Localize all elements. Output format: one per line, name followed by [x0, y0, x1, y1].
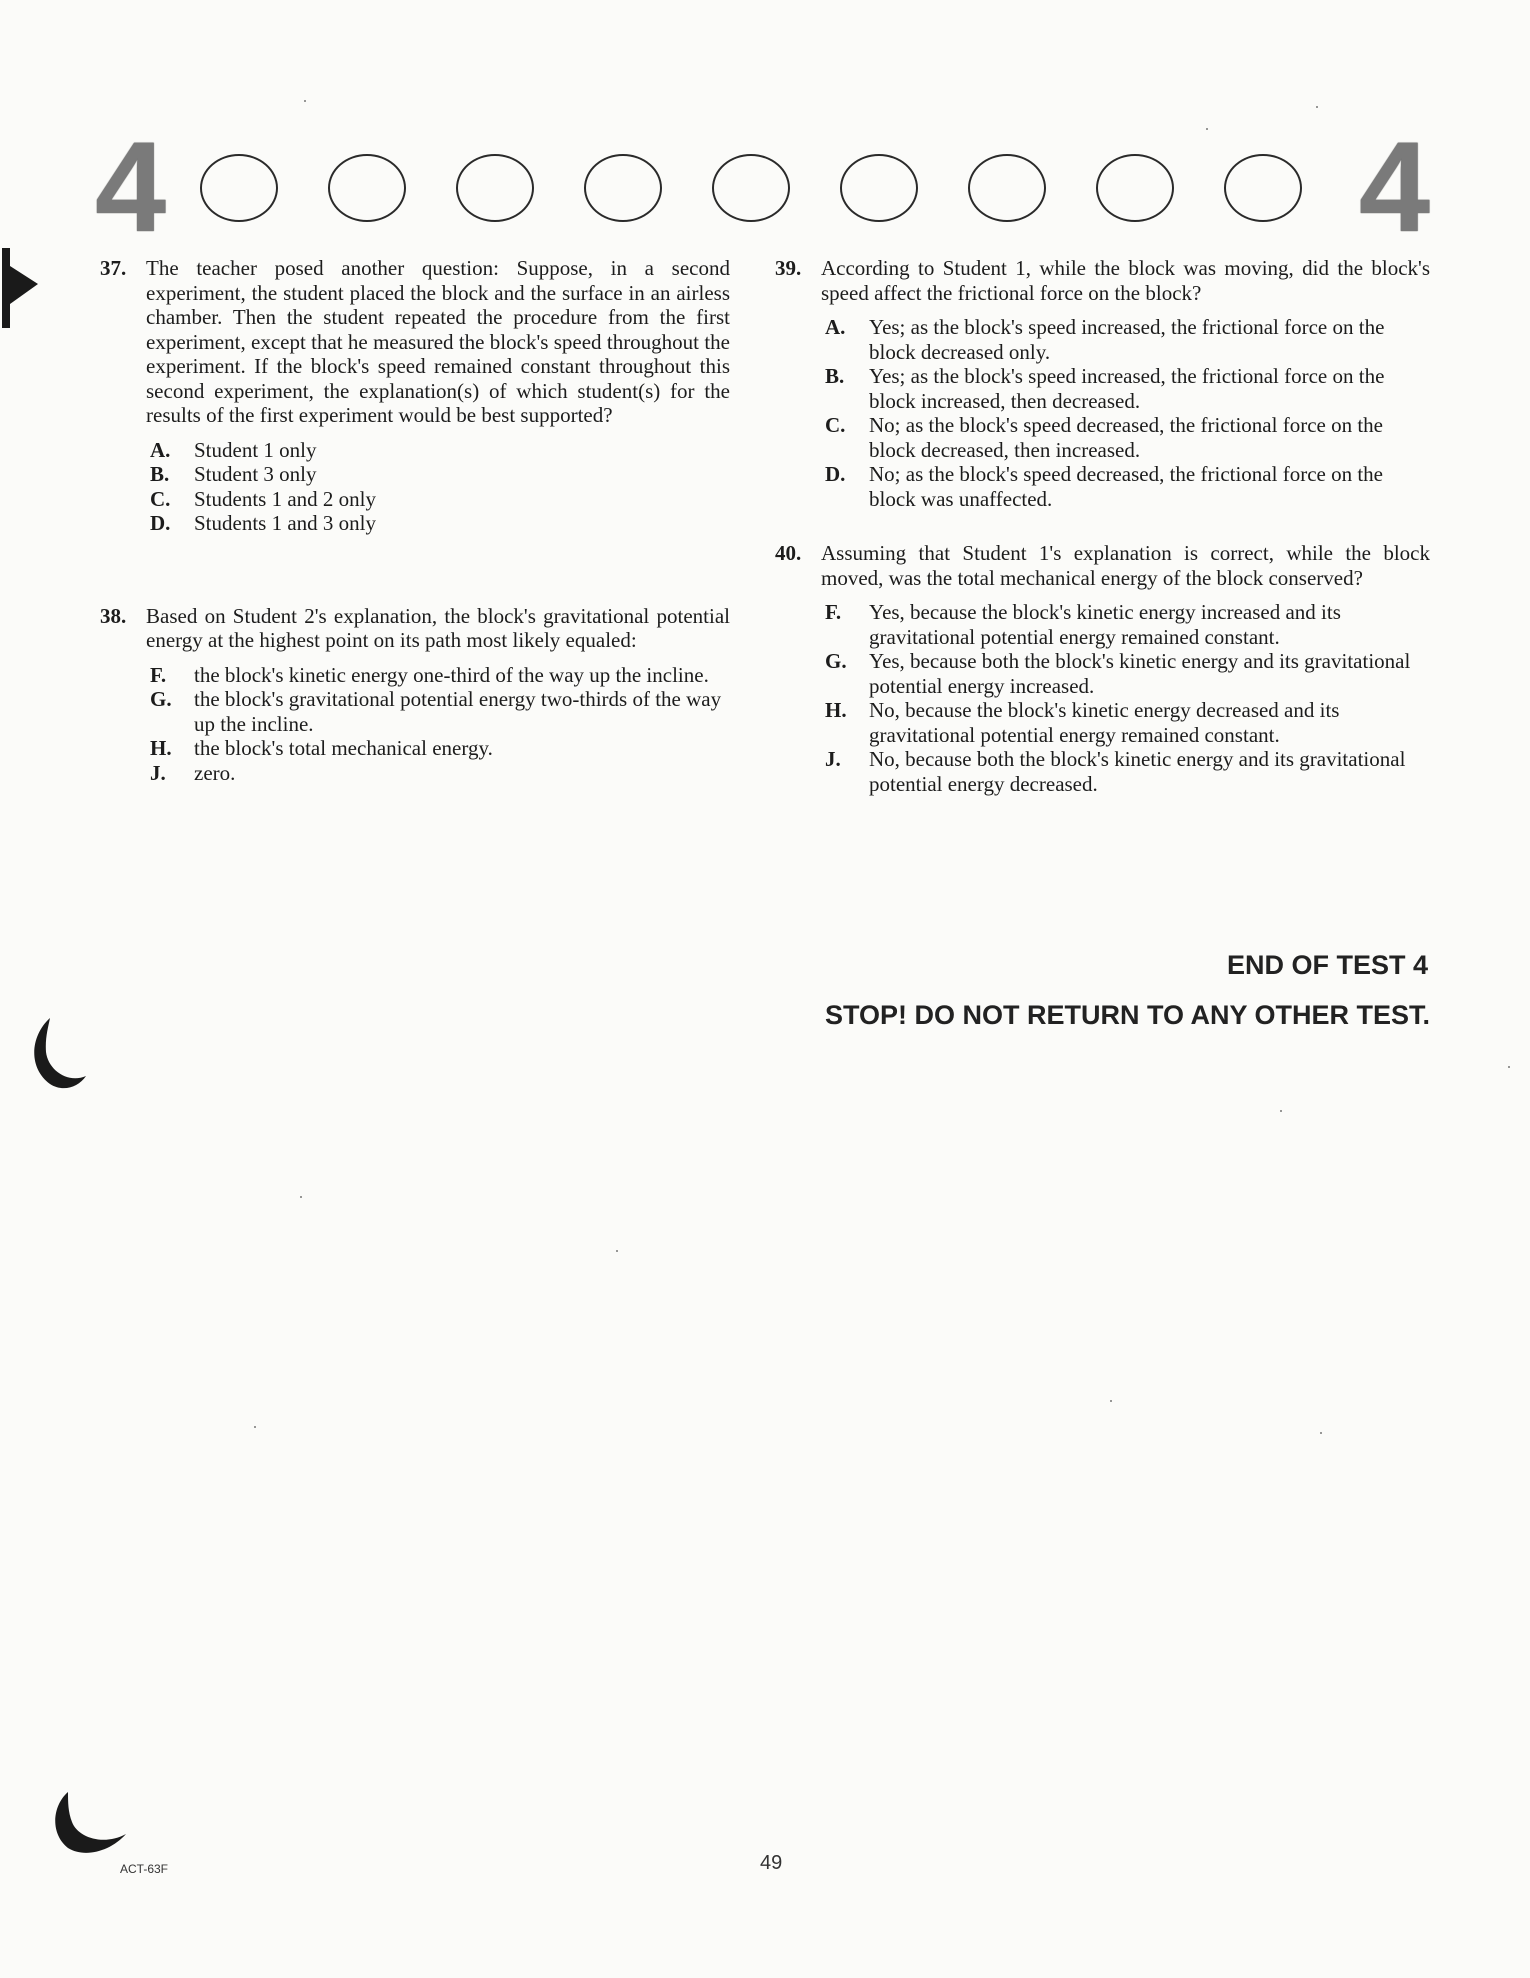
option-letter: F.: [150, 662, 167, 687]
option-letter: F.: [825, 600, 842, 624]
end-of-test-heading: END OF TEST 4: [1226, 950, 1428, 980]
option-letter: A.: [150, 437, 171, 462]
header-circle: [328, 154, 406, 222]
scan-speck: [1206, 128, 1208, 130]
option-letter: C.: [825, 413, 846, 437]
answer-option[interactable]: [146, 487, 730, 512]
answer-option[interactable]: [146, 462, 730, 487]
option-letter: C.: [150, 486, 171, 511]
option-text: zero.: [194, 760, 236, 785]
question-number: 37.: [100, 256, 127, 280]
binding-arrow-mark: [0, 248, 40, 328]
question-38: [100, 604, 730, 786]
answer-option[interactable]: [821, 698, 1430, 747]
scan-speck: [1280, 1110, 1282, 1112]
answer-option[interactable]: [821, 649, 1430, 698]
scan-speck: [1320, 1432, 1322, 1434]
option-letter: H.: [825, 698, 847, 722]
section-header: [95, 116, 1430, 259]
header-circle: [584, 154, 662, 222]
stop-notice: STOP! DO NOT RETURN TO ANY OTHER TEST.: [824, 1000, 1430, 1030]
section-number-left: 4: [95, 116, 167, 259]
question-stem: Assuming that Student 1's explanation is correct, while the block moved, was the total mechanical energy of the block conserved?: [821, 541, 1430, 590]
answer-option[interactable]: [821, 315, 1430, 364]
header-circle: [712, 154, 790, 222]
right-column: [775, 256, 1430, 796]
option-letter: B.: [150, 462, 170, 486]
answer-option[interactable]: [821, 413, 1430, 462]
option-letter: G.: [825, 649, 847, 673]
answer-option[interactable]: [821, 600, 1430, 649]
option-text: the block's kinetic energy one-third of the way up the incline.: [194, 662, 709, 687]
answer-option[interactable]: [821, 364, 1430, 413]
answer-option[interactable]: [821, 747, 1430, 796]
answer-options: [821, 600, 1430, 796]
question-stem: Based on Student 2's explanation, the block's gravitational potential energy at the highest point on its path most likely equaled:: [146, 603, 730, 652]
answer-option[interactable]: [146, 761, 730, 786]
option-text: No, because the block's kinetic energy decreased and its gravitational potential energy remained constant.: [869, 698, 1340, 747]
header-circle: [840, 154, 918, 222]
answer-options: [821, 315, 1430, 511]
form-code: ACT-63F: [120, 1862, 169, 1876]
answer-option[interactable]: [821, 462, 1430, 511]
page-number: 49: [760, 1852, 783, 1874]
option-letter: G.: [150, 687, 172, 711]
question-stem: The teacher posed another question: Suppose, in a second experiment, the student placed the block and the surface in an airless chamber. Then the student repeated the procedure from the first experiment, except that he measured the block's speed throughout the experiment. If the block's speed remained constant throughout this second experiment, the explanation(s) of which student(s) for the results of the first experiment would be best supported?: [146, 256, 730, 427]
option-text: No; as the block's speed decreased, the frictional force on the block was unaffected.: [869, 462, 1383, 511]
option-text: No; as the block's speed decreased, the frictional force on the block decreased, then increased.: [869, 413, 1383, 462]
header-circle: [1096, 154, 1174, 222]
option-letter: A.: [825, 315, 846, 339]
header-circle: [456, 154, 534, 222]
option-text: Yes, because both the block's kinetic energy and its gravitational potential energy increased.: [869, 649, 1411, 698]
scan-speck: [300, 1196, 302, 1198]
binding-crescent-mark: [48, 1792, 128, 1856]
scan-speck: [1316, 106, 1318, 108]
option-text: the block's total mechanical energy.: [194, 736, 493, 760]
header-circle-row: [200, 154, 1315, 224]
header-circle: [1224, 154, 1302, 222]
answer-option[interactable]: [146, 438, 730, 463]
option-text: Student 3 only: [194, 462, 317, 486]
option-text: Student 1 only: [194, 437, 317, 462]
scan-speck: [304, 100, 306, 102]
question-40: [775, 541, 1430, 796]
option-letter: D.: [825, 462, 846, 486]
option-text: Yes; as the block's speed increased, the frictional force on the block increased, then decreased.: [869, 364, 1385, 413]
scan-speck: [254, 1426, 256, 1428]
option-text: Yes; as the block's speed increased, the frictional force on the block decreased only.: [869, 315, 1385, 364]
option-letter: J.: [150, 760, 166, 785]
section-number-right: 4: [1358, 116, 1430, 259]
option-text: Yes, because the block's kinetic energy increased and its gravitational potential energy remained constant.: [869, 600, 1341, 649]
option-text: No, because both the block's kinetic energy and its gravitational potential energy decreased.: [869, 747, 1406, 796]
option-letter: J.: [825, 747, 841, 771]
option-letter: B.: [825, 364, 845, 388]
question-39: [775, 256, 1430, 511]
option-text: Students 1 and 3 only: [194, 511, 376, 535]
question-stem: According to Student 1, while the block was moving, did the block's speed affect the frictional force on the block?: [821, 256, 1430, 305]
scan-speck: [1508, 1066, 1510, 1068]
question-number: 38.: [100, 603, 127, 628]
scan-speck: [1110, 1400, 1112, 1402]
question-number: 39.: [775, 256, 802, 280]
binding-crescent-mark: [28, 1018, 88, 1090]
option-letter: H.: [150, 736, 172, 760]
question-number: 40.: [775, 541, 802, 565]
left-column: [100, 256, 730, 785]
answer-option[interactable]: [146, 736, 730, 761]
option-text: the block's gravitational potential energy two-thirds of the way up the incline.: [194, 687, 722, 736]
answer-option[interactable]: [146, 663, 730, 688]
question-37: [100, 256, 730, 536]
answer-option[interactable]: [146, 687, 730, 736]
option-text: Students 1 and 2 only: [194, 486, 376, 511]
header-circle: [200, 154, 278, 222]
answer-options: [146, 438, 730, 536]
answer-options: [146, 663, 730, 786]
scan-speck: [616, 1250, 618, 1252]
option-letter: D.: [150, 511, 171, 535]
header-circle: [968, 154, 1046, 222]
answer-option[interactable]: [146, 511, 730, 536]
